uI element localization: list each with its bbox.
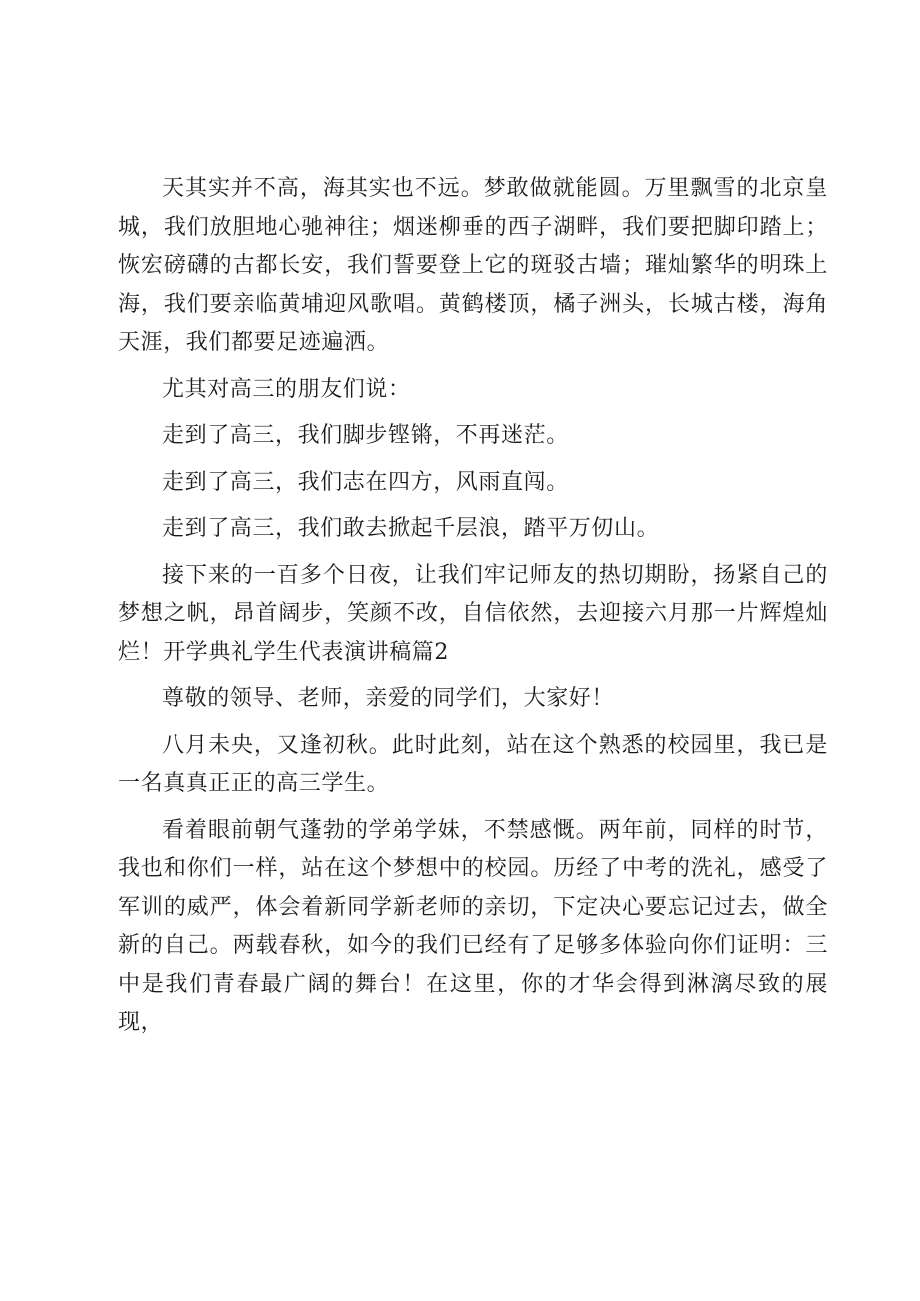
paragraph-to-seniors: 尤其对高三的朋友们说：: [162, 376, 411, 402]
paragraph-verse-3: 走到了高三，我们敢去掀起千层浪，踏平万仞山。: [162, 516, 660, 541]
paragraph-greeting: 尊敬的领导、老师，亲爱的同学们，大家好！: [162, 686, 615, 711]
document-body: [118, 170, 828, 1051]
paragraph-looking-back: 看着眼前朝气蓬勃的学弟学妹，不禁感慨。两年前，同样的时节，我也和你们一样，站在这个梦想中的校园。历经了中考的洗礼，感受了军训的威严，体会着新同学新老师的亲切，下定决心要忘记过去，做全新的自己。两载春秋，如今的我们已经有了足够多体验向你们证明：三中是我们青春最广阔的舞台！在这里，你的才华会得到淋漓尽致的展现，: [118, 817, 828, 1035]
paragraph-verse-2: 走到了高三，我们志在四方，风雨直闯。: [162, 469, 569, 495]
paragraph-dream: 天其实并不高，海其实也不远。梦敢做就能圆。万里飘雪的北京皇城，我们放胆地心驰神往；烟迷柳垂的西子湖畔，我们要把脚印踏上；恢宏磅礴的古都长安，我们誓要登上它的斑驳古墙；璀灿繁华的明珠上海，我们要亲临黄埔迎风歌唱。黄鹤楼顶，橘子洲头，长城古楼，海角天涯，我们都要足迹遍洒。: [118, 176, 828, 355]
paragraph-verse-1: 走到了高三，我们脚步铿锵，不再迷茫。: [162, 423, 569, 448]
paragraph-closing: 接下来的一百多个日夜，让我们牢记师友的热切期盼，扬紧自己的梦想之帆，昂首阔步，笑颜不改，自信依然，去迎接六月那一片辉煌灿烂！开学典礼学生代表演讲稿篇2: [118, 562, 828, 665]
paragraph-august: 八月未央，又逢初秋。此时此刻，站在这个熟悉的校园里，我已是一名真真正正的高三学生。: [118, 732, 828, 796]
